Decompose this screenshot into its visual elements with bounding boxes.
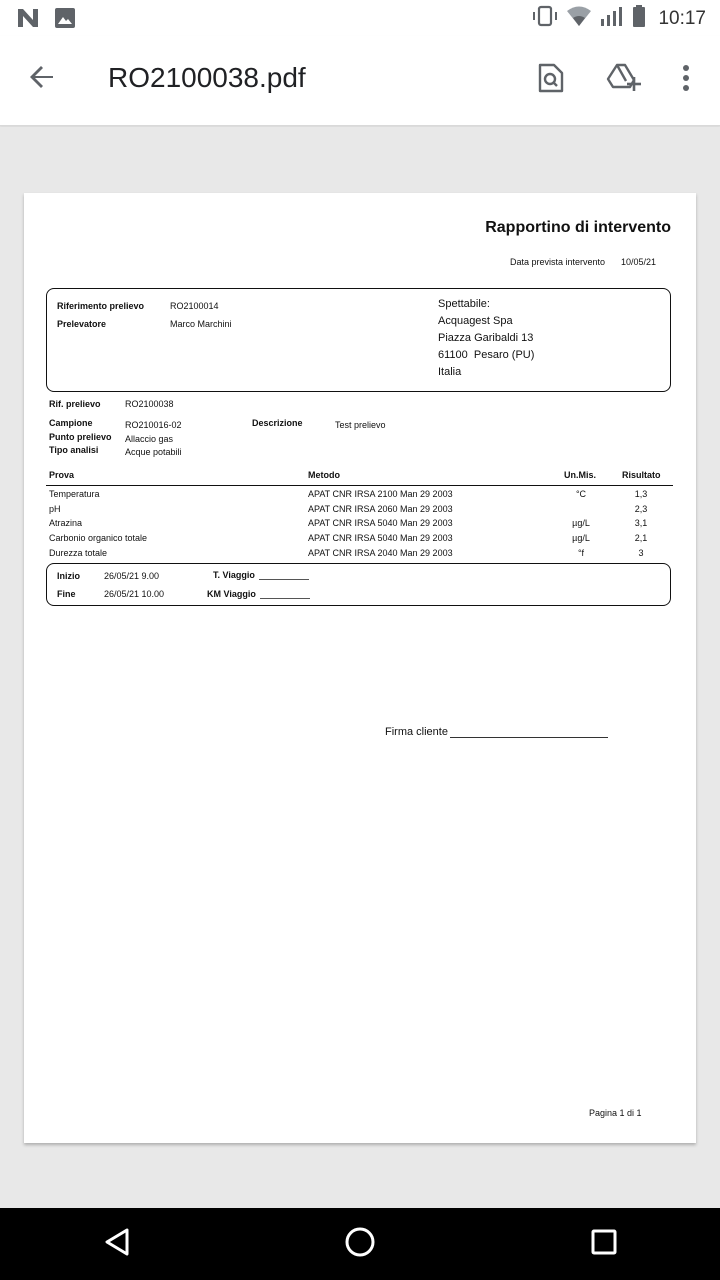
battery-icon xyxy=(632,5,646,32)
cell-risultato: 3 xyxy=(638,548,644,558)
back-button[interactable] xyxy=(24,61,60,97)
firma-label: Firma cliente xyxy=(385,726,448,738)
table-header-rule xyxy=(46,485,673,486)
app-bar xyxy=(0,36,720,126)
table-header-risultato: Risultato xyxy=(622,470,661,480)
descrizione-value: Test prelievo xyxy=(335,420,386,430)
rif-prelievo-label: Rif. prelievo xyxy=(49,399,101,409)
cell-prova: Temperatura xyxy=(49,489,100,499)
riferimento-label: Riferimento prelievo xyxy=(57,301,145,311)
cell-unmis: °f xyxy=(577,548,585,558)
t-viaggio-label: T. Viaggio xyxy=(213,570,255,580)
km-viaggio-label: KM Viaggio xyxy=(207,589,256,599)
back-arrow-icon xyxy=(28,63,56,96)
cell-risultato: 1,3 xyxy=(634,489,648,499)
km-viaggio-blank xyxy=(260,590,310,599)
cell-prova: Atrazina xyxy=(49,518,83,528)
fine-label: Fine xyxy=(57,589,76,599)
inizio-label: Inizio xyxy=(57,571,80,581)
prelevatore-label: Prelevatore xyxy=(57,319,107,329)
times-box xyxy=(46,563,671,606)
fine-value: 26/05/21 10.00 xyxy=(104,589,165,599)
table-header-unmis: Un.Mis. xyxy=(564,470,597,480)
spettabile-line: Acquagest Spa xyxy=(438,315,513,327)
cell-prova: Durezza totale xyxy=(49,548,108,558)
cell-metodo: APAT CNR IRSA 5040 Man 29 2003 xyxy=(308,533,453,543)
document-title: RO2100038.pdf xyxy=(108,62,306,93)
spettabile-line: Italia xyxy=(438,366,462,378)
prelevatore-value: Marco Marchini xyxy=(170,319,232,329)
punto-prelievo-value: Allaccio gas xyxy=(125,434,174,444)
spettabile-line: 61100 Pesaro (PU) xyxy=(438,349,535,361)
spettabile-block xyxy=(438,296,534,381)
descrizione-label: Descrizione xyxy=(252,418,303,428)
campione-value: RO210016-02 xyxy=(125,420,182,430)
km-viaggio-field xyxy=(207,589,310,599)
data-prevista-value: 10/05/21 xyxy=(621,257,657,267)
cell-risultato: 2,1 xyxy=(634,533,648,543)
nav-recents-button[interactable] xyxy=(584,1224,624,1264)
signal-icon xyxy=(600,5,624,32)
riferimento-value: RO2100014 xyxy=(170,301,219,311)
report-title: Rapportino di intervento xyxy=(485,219,671,236)
back-triangle-icon xyxy=(103,1227,131,1262)
add-to-drive-icon xyxy=(606,63,642,98)
table-header-metodo: Metodo xyxy=(308,470,340,480)
cell-risultato: 2,3 xyxy=(634,504,648,514)
cell-unmis: µg/L xyxy=(572,533,590,543)
nav-back-button[interactable] xyxy=(97,1224,137,1264)
cell-unmis: µg/L xyxy=(572,518,590,528)
cell-unmis: °C xyxy=(575,489,587,499)
punto-prelievo-label: Punto prelievo xyxy=(49,432,112,442)
wifi-icon xyxy=(566,5,592,32)
cell-metodo: APAT CNR IRSA 2100 Man 29 2003 xyxy=(308,489,453,499)
firma-field xyxy=(385,726,608,738)
campione-label: Campione xyxy=(49,418,93,428)
rif-prelievo-value: RO2100038 xyxy=(125,399,174,409)
search-document-icon xyxy=(537,63,565,98)
image-icon xyxy=(54,7,76,34)
pdf-page xyxy=(24,193,696,1143)
navigation-bar xyxy=(0,1208,720,1280)
status-bar xyxy=(0,0,720,36)
nav-home-button[interactable] xyxy=(340,1224,380,1264)
status-time: 10:17 xyxy=(658,7,706,29)
cell-metodo: APAT CNR IRSA 2060 Man 29 2003 xyxy=(308,504,453,514)
cell-risultato: 3,1 xyxy=(634,518,648,528)
notification-n-icon xyxy=(16,7,40,34)
more-options-button[interactable] xyxy=(666,60,706,100)
inizio-value: 26/05/21 9.00 xyxy=(104,571,160,581)
page-number: Pagina 1 di 1 xyxy=(589,1108,642,1118)
add-to-drive-button[interactable] xyxy=(604,60,644,100)
data-prevista-label: Data prevista intervento xyxy=(510,257,606,267)
cell-prova: pH xyxy=(49,504,61,514)
more-vert-icon xyxy=(682,64,690,97)
pdf-viewer[interactable] xyxy=(0,127,720,1208)
spettabile-line: Spettabile: xyxy=(438,298,490,310)
vibrate-icon xyxy=(532,5,558,32)
tipo-analisi-label: Tipo analisi xyxy=(49,445,99,455)
search-document-button[interactable] xyxy=(531,60,571,100)
table-header-prova: Prova xyxy=(49,470,75,480)
cell-prova: Carbonio organico totale xyxy=(49,533,148,543)
tipo-analisi-value: Acque potabili xyxy=(125,447,182,457)
spettabile-line: Piazza Garibaldi 13 xyxy=(438,332,534,344)
recents-square-icon xyxy=(590,1228,618,1261)
cell-metodo: APAT CNR IRSA 2040 Man 29 2003 xyxy=(308,548,453,558)
t-viaggio-blank xyxy=(259,571,309,580)
home-circle-icon xyxy=(344,1226,376,1263)
t-viaggio-field xyxy=(213,570,309,580)
firma-line xyxy=(450,729,608,738)
cell-metodo: APAT CNR IRSA 5040 Man 29 2003 xyxy=(308,518,453,528)
